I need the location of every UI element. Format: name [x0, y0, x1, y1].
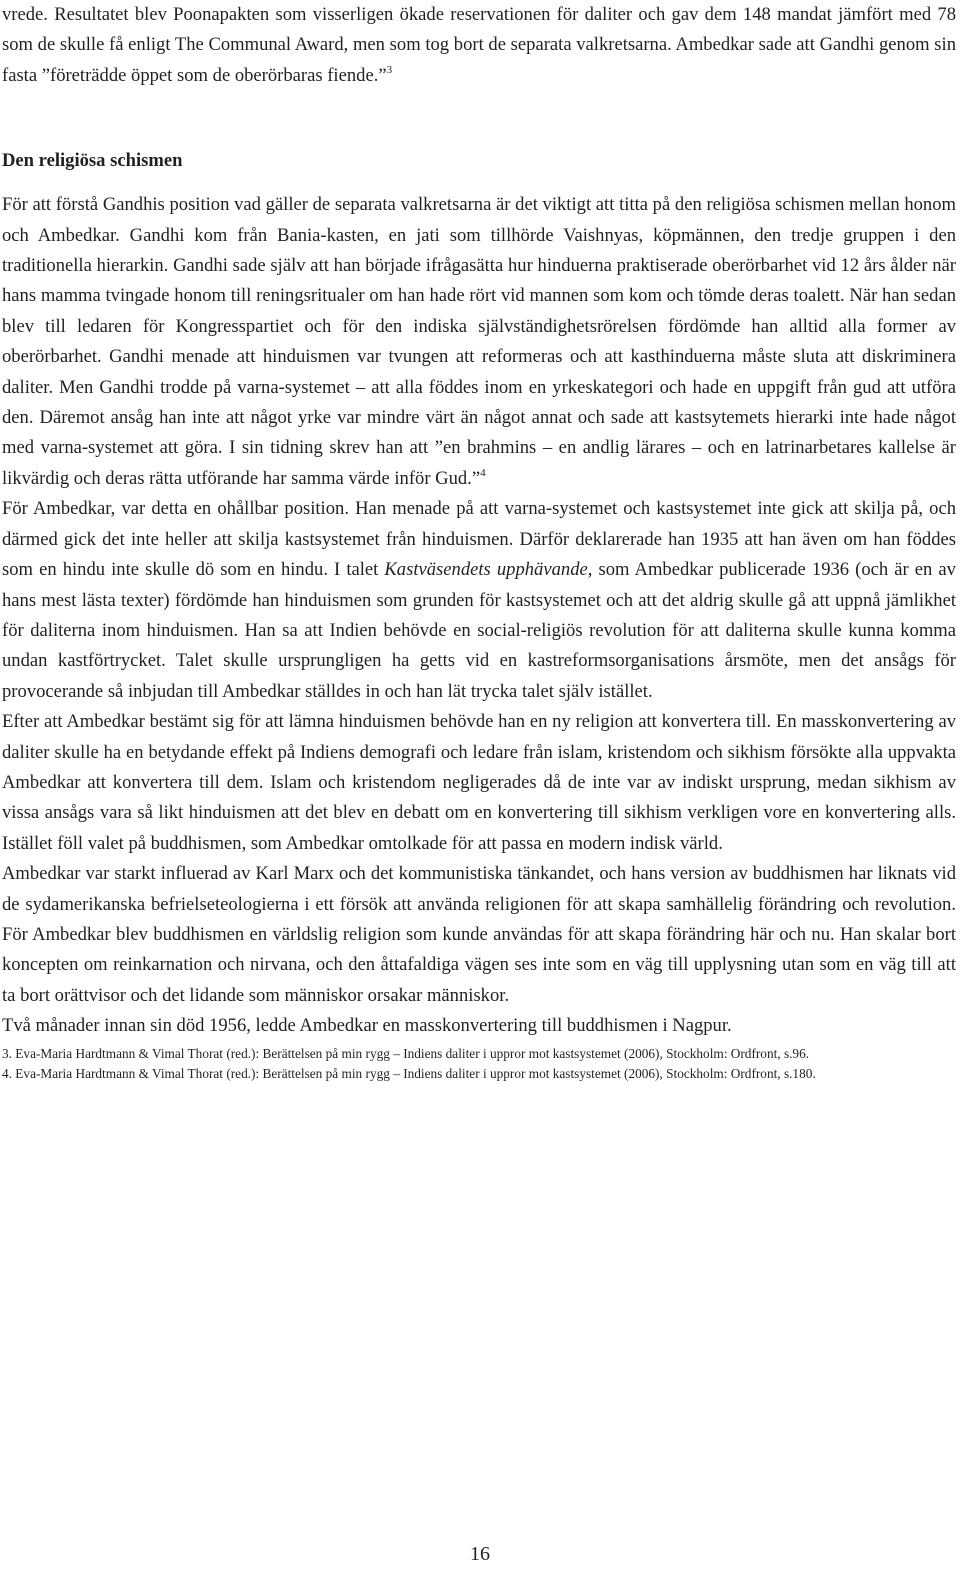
paragraph-2	[2, 494, 956, 707]
speech-title: Kastväsendets upphävande,	[384, 559, 593, 581]
footnotes	[2, 1044, 956, 1084]
paragraph-2-text-before: För Ambedkar, var detta en ohållbar position. Han menade på att varna-systemet och kastsystemet inte gick att skilja på, och därmed gick det inte heller att skilja kastsystemet från hinduismen. Därför deklarerade han 1935 att han även om han föddes som en hindu inte skulle dö som en hindu. I talet	[2, 498, 956, 581]
document-page	[2, 0, 956, 1084]
paragraph-4: Ambedkar var starkt influerad av Karl Marx och det kommunistiska tänkandet, och hans version av buddhismen har liknats vid de sydamerikanska befrielseteologierna i ett försök att använda religionen för att skapa samhällelig förändring och revolution. För Ambedkar blev buddhismen en världslig religion som kunde användas för att skapa förändring här och nu. Han skalar bort koncepten om reinkarnation och nirvana, och den åttafaldiga vägen ses inte som en väg till upplysning utan som en väg till att ta bort orättvisor och det lidande som människor orsakar människor.	[2, 863, 956, 1006]
intro-paragraph	[2, 0, 956, 91]
paragraph-1-text: För att förstå Gandhis position vad gäller de separata valkretsarna är det viktigt att titta på den religiösa schismen mellan honom och Ambedkar. Gandhi kom från Bania-kasten, en jati som tillhörde Vaishnyas, köpmännen, den tredje gruppen i den traditionella hierarkin. Gandhi sade själv att han började ifrågasätta hur hinduerna praktiserade oberörbarhet vid 12 års ålder när hans mamma tvingade honom till reningsritualer om han hade rört vid mannen som kom och tömde deras toalett. När han sedan blev till ledaren för Kongresspartiet och för den indiska självständighetsrörelsen fördömde han alltid alla former av oberörbarhet. Gandhi menade att hinduismen var tvungen att reformeras och att kasthinduerna måste sluta att diskriminera daliter. Men Gandhi trodde på varna-systemet – att alla föddes inom en yrkeskategori och hade en uppgift från gud att utföra den. Däremot ansåg han inte att något yrke var mindre värt än något annat och sade att kastsytemets hierarki inte hade något med varna-systemet att göra. I sin tidning skrev han att ”en brahmins – en andlig lärares – och en latrinarbetares kallelse är likvärdig och deras rätta utförande har samma värde inför Gud.”	[2, 194, 956, 489]
footnote-4: 4. Eva-Maria Hardtmann & Vimal Thorat (red.): Berättelsen på min rygg – Indiens daliter i uppror mot kastsystemet (2006), Stockholm: Ordfront, s.180.	[2, 1065, 816, 1081]
intro-text: vrede. Resultatet blev Poonapakten som visserligen ökade reservationen för daliter och gav dem 148 mandat jämfört med 78 som de skulle få enligt The Communal Award, men som tog bort de separata valkretsarna. Ambedkar sade att Gandhi genom sin fasta ”företrädde öppet som de oberörbaras fiende.”	[2, 4, 956, 86]
footnote-3: 3. Eva-Maria Hardtmann & Vimal Thorat (red.): Berättelsen på min rygg – Indiens daliter i uppror mot kastsystemet (2006), Stockholm: Ordfront, s.96.	[2, 1045, 810, 1061]
paragraph-3: Efter att Ambedkar bestämt sig för att lämna hinduismen behövde han en ny religion att konvertera till. En masskonvertering av daliter skulle ha en betydande effekt på Indiens demografi och ledare från islam, kristendom och sikhism försökte alla uppvakta Ambedkar att konvertera till dem. Islam och kristendom negligerades då de inte var av indiskt ursprung, medan sikhism av vissa ansågs vara så likt hinduismen att det blev en debatt om en konvertering till sikhism verkligen vore en konvertering alls. Istället föll valet på buddhismen, som Ambedkar omtolkade för att passa en modern indisk värld.	[2, 711, 956, 854]
page-number: 16	[470, 1543, 490, 1565]
paragraph-1	[2, 190, 956, 494]
footnote-ref-4[interactable]: 4	[480, 466, 486, 479]
section-heading: Den religiösa schismen	[2, 150, 183, 172]
footnote-ref-3[interactable]: 3	[386, 63, 393, 76]
paragraph-5: Två månader innan sin död 1956, ledde Ambedkar en masskonvertering till buddhismen i Nagpur.	[2, 1015, 732, 1037]
paragraph-2-text-after: som Ambedkar publicerade 1936 (och är en av hans mest lästa texter) fördömde han hinduismen som grunden för kastsystemet och att det aldrig skulle gå att uppnå jämlikhet för daliterna inom hinduismen. Han sa att Indien behövde en social-religiös revolution för att daliterna skulle kunna komma undan kastförtrycket. Talet skulle ursprungligen ha getts vid en kastreformsorganisations årsmöte, men det ansågs för provocerande så inbjudan till Ambedkar ställdes in och han lät trycka talet själv istället.	[2, 559, 956, 702]
